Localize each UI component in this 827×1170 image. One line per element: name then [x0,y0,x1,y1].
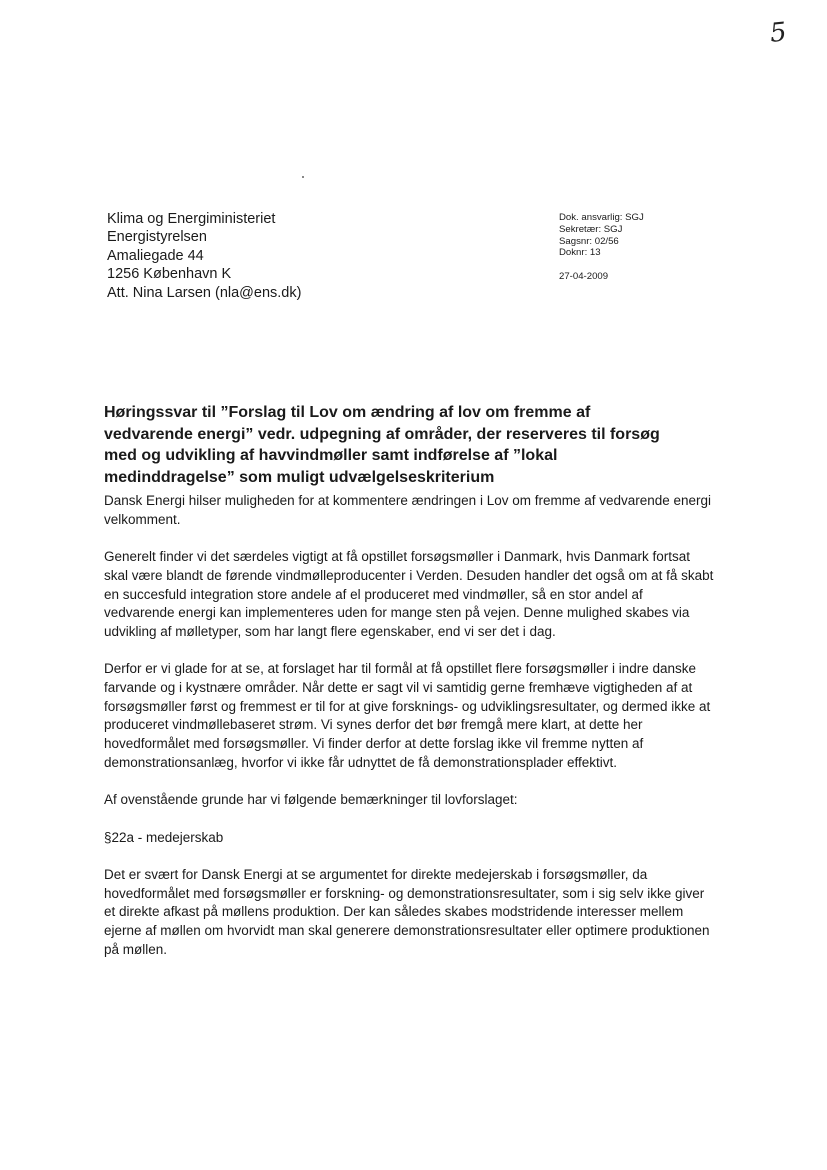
meta-sekretaer: Sekretær: SGJ [559,223,623,235]
document-meta [559,212,644,283]
scan-speck [302,176,304,178]
handwritten-page-number: 5 [768,17,789,49]
recipient-address [107,210,301,302]
recipient-agency: Energistyrelsen [107,229,207,246]
paragraph-remarks-intro: Af ovenstående grunde har vi følgende bemærkninger til lovforslaget: [104,792,518,808]
section-heading-22a: §22a - medejerskab [104,829,224,845]
meta-sagsnr: Sagsnr: 02/56 [559,235,619,247]
recipient-attention: Att. Nina Larsen (nla@ens.dk) [107,284,302,301]
recipient-ministry: Klima og Energiministeriet [107,211,276,227]
meta-dok-ansvarlig: Dok. ansvarlig: SGJ [559,212,644,223]
recipient-street: Amaliegade 44 [107,247,204,264]
meta-doknr: Doknr: 13 [559,247,601,259]
paragraph-intro: Dansk Energi hilser muligheden for at kommentere ændringen i Lov om fremme af vedvarende energi velkomment. [104,493,712,527]
meta-date: 27-04-2009 [559,271,609,283]
document-heading: Høringssvar til ”Forslag til Lov om ændring af lov om fremme af vedvarende energi” vedr. udpegning af områder, der reserveres til forsøg med og udvikling af havvindmøller samt indførelse af ”lokal medinddragelse” som muligt udvælgelseskriterium [104,404,660,486]
paragraph-purpose: Derfor er vi glade for at se, at forslaget har til formål at få opstillet flere forsøgsmøller i indre danske farvande og i kystnære områder. Når dette er sagt vil vi samtidig gerne fremhæve vigtigheden af at forsøgsmøller først og fremmest er til for at give forsknings- og udviklingsresultater, og dermed ikke at produceret vindmøllebaseret strøm. Vi synes derfor det bør fremgå mere klart, at dette her hovedformålet med forsøgsmøller. Vi finder derfor at dette forslag ikke vil fremme nytten af demonstrationsanlæg, hvorfor vi ikke får udnyttet de få demonstrationsplader effektivt. [104,661,711,770]
paragraph-co-ownership: Det er svært for Dansk Energi at se argumentet for direkte medejerskab i forsøgsmøller, da hovedformålet med forsøgsmøller er forskning- og demonstrationsresultater, som i sig selv ikke giver et direkte afkast på møllens produktion. Der kan således skabes modstridende interesser mellem ejerne af møllen om hvorvidt man skal generere demonstrationsresultater eller optimere produktionen på møllen. [104,866,710,957]
paragraph-general: Generelt finder vi det særdeles vigtigt at få opstillet forsøgsmøller i Danmark, hvis Danmark fortsat skal være blandt de førende vindmølleproducenter i Verden. Desuden handler det også om at få skabt en succesfuld integration store andele af el produceret med vindmøller, så en stor andel af vedvarende energi kan implementeres uden for mange sten på vejen. Denne mulighed skabes via udvikling af mølletyper, som har langt flere egenskaber, end vi ser det i dag. [104,549,714,639]
recipient-postcode-city: 1256 København K [107,266,232,283]
document-body [104,492,716,978]
